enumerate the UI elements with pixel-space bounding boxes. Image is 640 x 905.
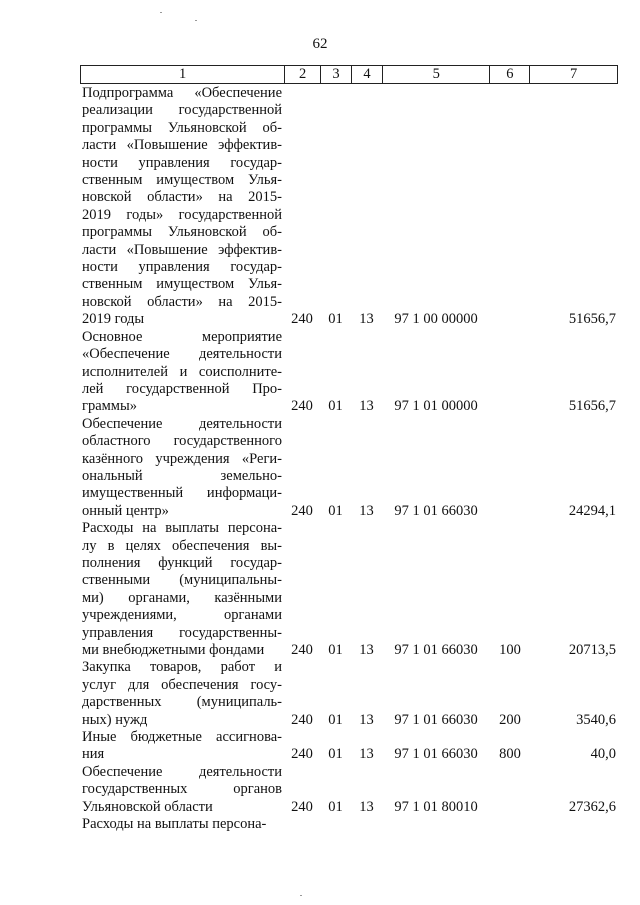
table-header-row <box>80 65 618 84</box>
row-name-line: полнения функций государ- <box>82 554 282 571</box>
row-name-line: программы Ульяновской об- <box>82 224 282 241</box>
row-name-line: Расходы на выплаты персона- <box>82 816 267 833</box>
row-name-line: ных) нужд <box>82 711 148 728</box>
row-name-line: ственным имуществом Улья- <box>82 276 282 293</box>
row-cell-c7: 51656,7 <box>568 398 616 415</box>
row-name-line: лу в целях обеспечения вы- <box>82 537 282 554</box>
row-cell-c2: 240 <box>291 711 313 728</box>
row-cell-c7: 51656,7 <box>568 311 616 328</box>
row-name-line: Обеспечение деятельности <box>82 763 282 780</box>
row-cell-c3: 01 <box>328 398 343 415</box>
row-name-line: ми) органами, казёнными <box>82 589 282 606</box>
row-name-line: ласти «Повышение эффектив- <box>82 241 282 258</box>
row-name-line: 2019 годы <box>82 311 145 328</box>
row-name-cell <box>80 764 284 816</box>
row-name-line: «Обеспечение деятельности <box>82 346 282 363</box>
row-cell-c6: 100 <box>499 642 521 658</box>
row-name-line: ми внебюджетными фондами <box>82 642 265 658</box>
row-cell-c4: 13 <box>359 746 374 763</box>
row-cell-c2: 240 <box>291 311 313 328</box>
table-row <box>80 659 618 729</box>
row-name-line: услуг для обеспечения госу- <box>82 676 282 693</box>
row-cell-c7: 27362,6 <box>568 798 616 815</box>
table-row <box>80 520 618 659</box>
row-name-line: управления государственны- <box>82 624 282 641</box>
table-row <box>80 416 618 520</box>
row-cell-c2: 240 <box>291 746 313 763</box>
row-name-line: Ульяновской области <box>82 798 213 815</box>
table-row <box>80 729 618 764</box>
row-name-line: ности управления государ- <box>82 154 282 171</box>
row-name-line: новской области» на 2015- <box>82 293 282 310</box>
row-name-line: реализации государственной <box>82 102 282 119</box>
scan-speck <box>160 12 162 13</box>
row-cell-c6: 800 <box>499 746 521 763</box>
row-name-cell <box>80 416 284 520</box>
row-name-cell <box>80 85 284 329</box>
row-name-line: Подпрограмма «Обеспечение <box>82 85 282 101</box>
row-cell-c7: 40,0 <box>590 746 616 763</box>
row-name-line: Обеспечение деятельности <box>82 415 282 432</box>
row-name-line: программы Ульяновской об- <box>82 119 282 136</box>
header-col-4: 4 <box>351 66 382 83</box>
row-name-cell <box>80 729 284 764</box>
header-col-7: 7 <box>529 66 617 83</box>
scan-speck <box>300 895 302 896</box>
row-cell-c7: 20713,5 <box>568 642 616 658</box>
row-cell-c5: 97 1 01 66030 <box>394 502 478 519</box>
row-name-line: 2019 годы» государственной <box>82 206 282 223</box>
budget-table <box>80 65 618 833</box>
row-cell-c5: 97 1 01 66030 <box>394 642 478 658</box>
row-name-line: ласти «Повышение эффектив- <box>82 137 282 154</box>
row-name-line: имущественный информаци- <box>82 485 282 502</box>
row-cell-c3: 01 <box>328 502 343 519</box>
row-cell-c4: 13 <box>359 798 374 815</box>
row-cell-c3: 01 <box>328 311 343 328</box>
row-cell-c3: 01 <box>328 642 343 658</box>
row-name-line: государственных органов <box>82 781 282 798</box>
row-cell-c3: 01 <box>328 798 343 815</box>
row-name-line: лей государственной Про- <box>82 380 282 397</box>
row-name-line: Иные бюджетные ассигнова- <box>82 729 282 746</box>
table-body <box>80 85 618 833</box>
header-col-2: 2 <box>284 66 320 83</box>
row-cell-c5: 97 1 01 00000 <box>394 398 478 415</box>
table-row <box>80 329 618 416</box>
scan-speck <box>195 20 197 21</box>
row-cell-c5: 97 1 01 66030 <box>394 746 478 763</box>
row-name-line: исполнителей и соисполните- <box>82 363 282 380</box>
row-cell-c2: 240 <box>291 502 313 519</box>
row-cell-c5: 97 1 01 66030 <box>394 711 478 728</box>
row-name-line: онный центр» <box>82 502 169 519</box>
row-cell-c2: 240 <box>291 798 313 815</box>
row-cell-c4: 13 <box>359 502 374 519</box>
row-name-cell <box>80 659 284 729</box>
row-name-line: Основное мероприятие <box>82 328 282 345</box>
row-name-line: новской области» на 2015- <box>82 189 282 206</box>
row-cell-c4: 13 <box>359 398 374 415</box>
row-cell-c6: 200 <box>499 711 521 728</box>
header-col-1: 1 <box>178 66 187 82</box>
row-name-line: дарственных (муниципаль- <box>82 694 282 711</box>
row-name-line: граммы» <box>82 398 137 415</box>
row-name-cell <box>80 816 284 833</box>
row-name-cell <box>80 520 284 659</box>
row-name-cell <box>80 329 284 416</box>
row-cell-c5: 97 1 01 80010 <box>394 798 478 815</box>
row-name-line: ния <box>82 746 105 763</box>
row-name-line: учреждениями, органами <box>82 607 282 624</box>
row-cell-c7: 24294,1 <box>568 502 616 519</box>
row-name-line: ственным имуществом Улья- <box>82 172 282 189</box>
row-name-line: казённого учреждения «Реги- <box>82 450 282 467</box>
table-row <box>80 85 618 329</box>
row-name-line: ственными (муниципальны- <box>82 572 282 589</box>
row-name-line: ности управления государ- <box>82 259 282 276</box>
row-cell-c3: 01 <box>328 746 343 763</box>
row-cell-c5: 97 1 00 00000 <box>394 311 478 328</box>
page-number: 62 <box>312 36 328 52</box>
row-cell-c2: 240 <box>291 642 313 658</box>
row-name-line: ональный земельно- <box>82 467 282 484</box>
row-name-line: областного государственного <box>82 433 282 450</box>
table-row <box>80 816 618 833</box>
table-row <box>80 764 618 816</box>
header-col-5: 5 <box>382 66 490 83</box>
row-cell-c4: 13 <box>359 642 374 658</box>
row-cell-c4: 13 <box>359 311 374 328</box>
row-name-line: Расходы на выплаты персона- <box>82 520 282 537</box>
row-cell-c2: 240 <box>291 398 313 415</box>
row-name-line: Закупка товаров, работ и <box>82 659 282 676</box>
header-col-6: 6 <box>489 66 529 83</box>
row-cell-c7: 3540,6 <box>576 711 616 728</box>
row-cell-c3: 01 <box>328 711 343 728</box>
header-col-3: 3 <box>320 66 351 83</box>
row-cell-c4: 13 <box>359 711 374 728</box>
